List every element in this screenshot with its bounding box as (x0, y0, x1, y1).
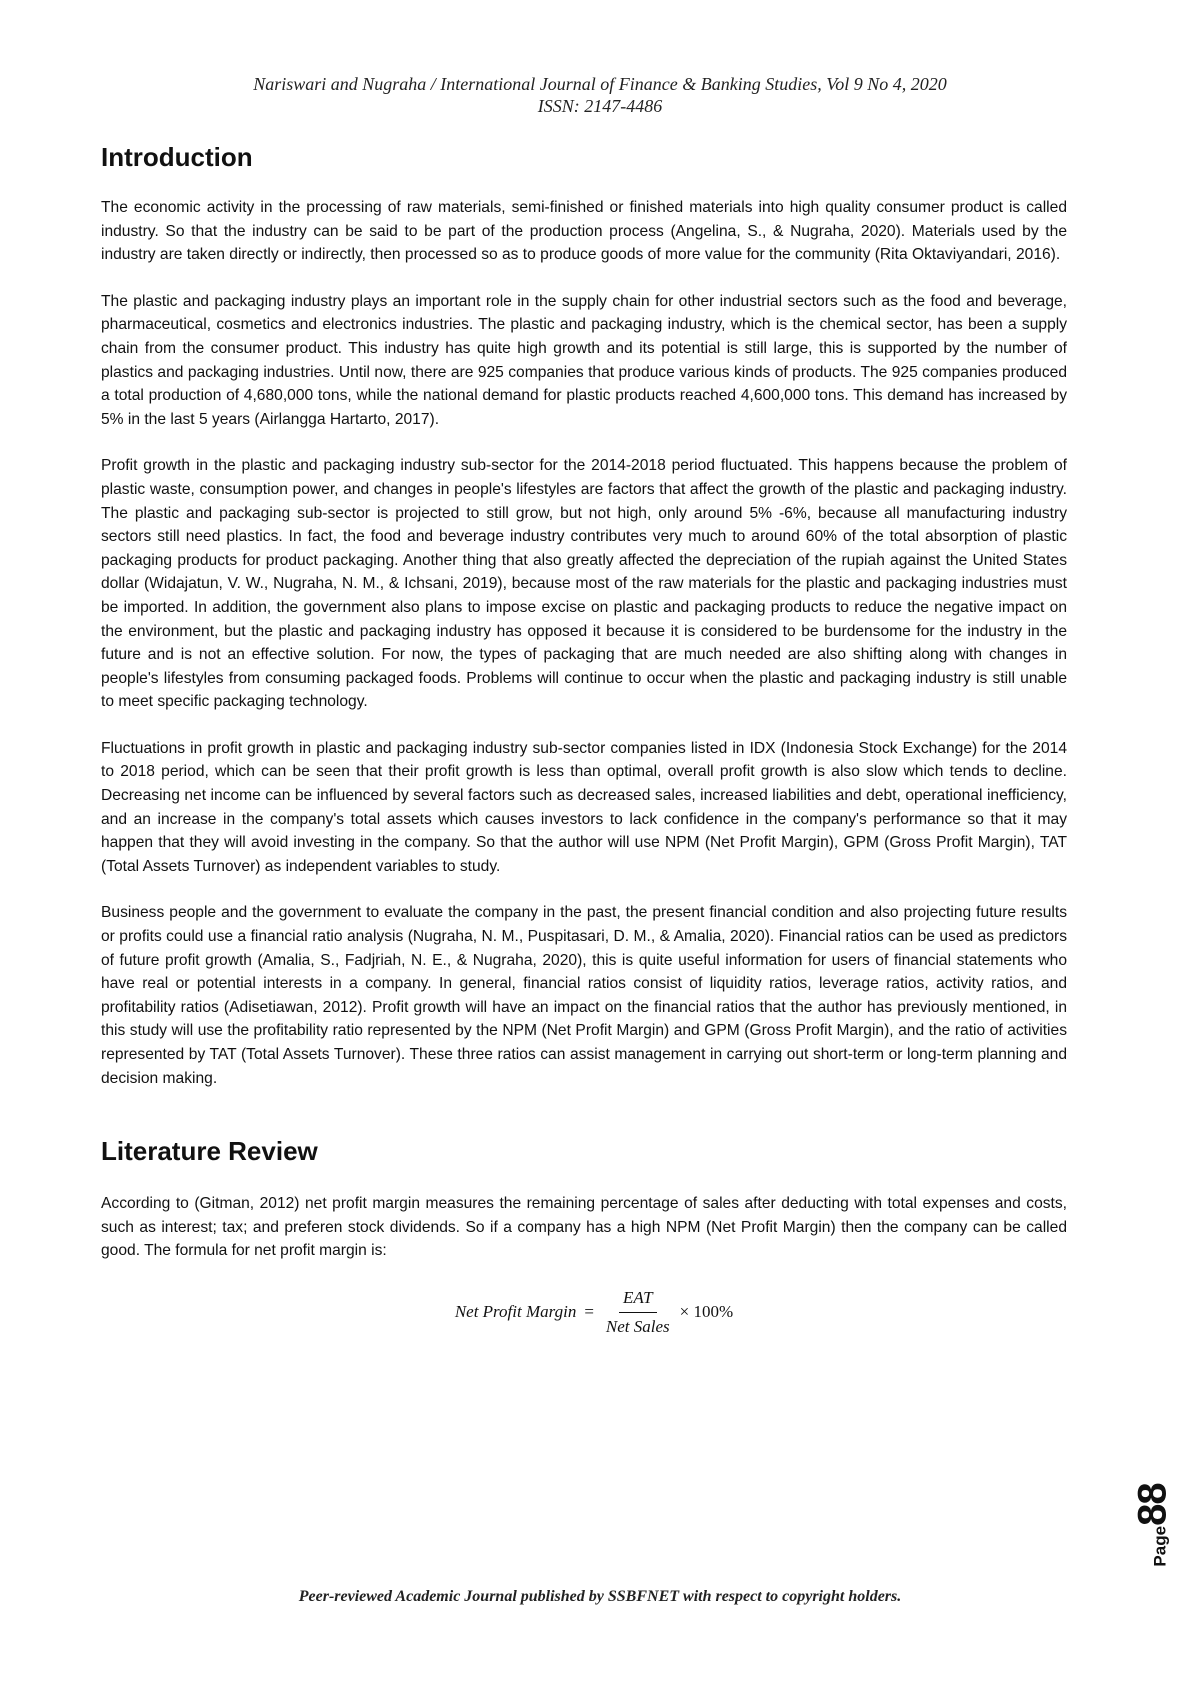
formula-lhs: Net Profit Margin (454, 1302, 577, 1322)
literature-review-paragraph-1: According to (Gitman, 2012) net profit margin measures the remaining percentage of sales after deducting with total expenses and costs, such as interest; tax; and preferen stock dividends. So if a company has a high NPM (Net Profit Margin) then the company can be called good. The formula for net profit margin is: (101, 1195, 1067, 1260)
article-body (101, 142, 1067, 1338)
net-profit-margin-formula (101, 1286, 1067, 1338)
introduction-paragraph-2: The plastic and packaging industry plays an important role in the supply chain for other industrial sectors such as the food and beverage, pharmaceutical, cosmetics and electronics industries. The plastic and packaging industry, which is the chemical sector, has been a supply chain from the consumer product. This industry has quite high growth and its potential is still large, this is supported by the number of plastics and packaging industries. Until now, there are 925 companies that produce various kinds of products. The 925 companies produced a total production of 4,680,000 tons, while the national demand for plastic products reached 4,600,000 tons. This demand has increased by 5% in the last 5 years (Airlangga Hartarto, 2017). (101, 292, 1067, 428)
introduction-paragraph-4: Fluctuations in profit growth in plastic and packaging industry sub-sector companies listed in IDX (Indonesia Stock Exchange) for the 2014 to 2018 period, which can be seen that their profit growth is less than optimal, overall profit growth is also slow which tends to decline. Decreasing net income can be influenced by several factors such as decreased sales, increased liabilities and debt, operational inefficiency, and an increase in the company's total assets which causes investors to lack confidence in the company's performance so that it may happen that they will avoid investing in the company. So that the author will use NPM (Net Profit Margin), GPM (Gross Profit Margin), TAT (Total Assets Turnover) as independent variables to study. (101, 739, 1067, 875)
page-number-value: 88 (1130, 1483, 1175, 1526)
literature-review-heading: Literature Review (101, 1136, 318, 1167)
running-head (100, 73, 1100, 117)
running-head-issn: ISSN: 2147-4486 (537, 96, 663, 116)
formula-multiplier: × 100% (679, 1302, 734, 1322)
running-head-citation: Nariswari and Nugraha / International Journal of Finance & Banking Studies, Vol 9 No 4, 2020 (253, 74, 947, 94)
introduction-paragraph-5: Business people and the government to evaluate the company in the past, the present financial condition and also projecting future results or profits could use a financial ratio analysis (Nugraha, N. M., Puspitasari, D. M., & Amalia, 2020). Financial ratios can be used as predictors of future profit growth (Amalia, S., Fadjriah, N. E., & Nugraha, 2020), this is quite useful information for users of financial statements who have real or potential interests in a company. In general, financial ratios consist of liquidity ratios, leverage ratios, activity ratios, and profitability ratios (Adisetiawan, 2012). Profit growth will have an impact on the financial ratios that the author has previously mentioned, in this study will use the profitability ratio represented by the NPM (Net Profit Margin) and GPM (Gross Profit Margin), and the ratio of activities represented by TAT (Total Assets Turnover). These three ratios can assist management in carrying out short-term or long-term planning and decision making. (101, 904, 1067, 1087)
formula-numerator: EAT (619, 1286, 657, 1313)
page-number (1128, 1470, 1178, 1580)
footer-note: Peer-reviewed Academic Journal published by SSBFNET with respect to copyright holders. (298, 1588, 902, 1605)
introduction-paragraph-1: The economic activity in the processing of raw materials, semi-finished or finished materials into high quality consumer product is called industry. So that the industry can be said to be part of the production process (Angelina, S., & Nugraha, 2020). Materials used by the industry are taken directly or indirectly, then processed so as to produce goods of more value for the community (Rita Oktaviyandari, 2016). (101, 199, 1067, 264)
formula-denominator: Net Sales (605, 1316, 670, 1336)
page-number-label: Page (1150, 1525, 1170, 1567)
formula-fraction (602, 1286, 674, 1338)
introduction-heading: Introduction (101, 142, 253, 172)
introduction-paragraph-3: Profit growth in the plastic and packaging industry sub-sector for the 2014-2018 period fluctuated. This happens because the problem of plastic waste, consumption power, and changes in people's lifestyles are factors that affect the growth of the plastic and packaging industry. The plastic and packaging sub-sector is projected to still grow, but not high, only around 5% -6%, because all manufacturing industry sectors still need plastics. In fact, the food and beverage industry contributes very much to around 60% of the total absorption of plastic packaging products for product packaging. Another thing that also greatly affected the depreciation of the rupiah against the United States dollar (Widajatun, V. W., Nugraha, N. M., & Ichsani, 2019), because most of the raw materials for the plastic and packaging industries must be imported. In addition, the government also plans to impose excise on plastic and packaging products to reduce the negative impact on the environment, but the plastic and packaging industry has opposed it because it is considered to be burdensome for the industry in the future and is not an effective solution. For now, the types of packaging that are much needed are also shifting along with changes in people's lifestyles from consuming packaged foods. Problems will continue to occur when the plastic and packaging industry is still unable to meet specific packaging technology. (101, 457, 1067, 711)
formula-equals: = (584, 1302, 594, 1322)
